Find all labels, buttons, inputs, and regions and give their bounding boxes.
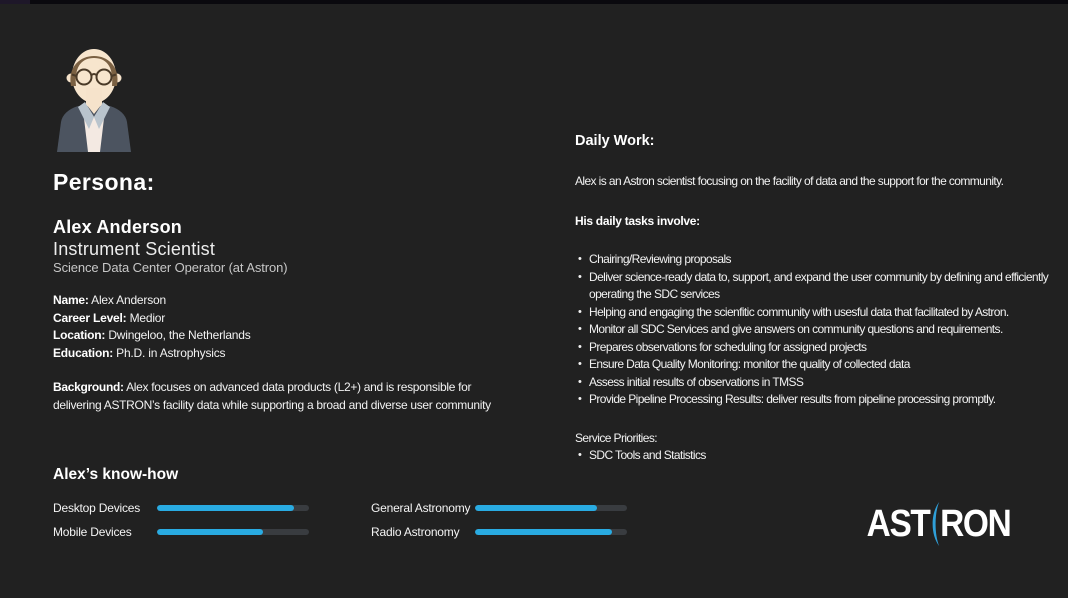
skill-bar-fill [157, 505, 294, 511]
daily-tasks-label: His daily tasks involve: [575, 213, 700, 228]
skill-row-mobile-devices [53, 524, 309, 539]
skill-label: Mobile Devices [53, 524, 132, 539]
skill-bar-track [157, 505, 309, 511]
service-priorities-label: Service Priorities: [575, 430, 657, 445]
daily-work-section [575, 133, 1059, 465]
astron-logo-text-left: AST [866, 502, 930, 545]
know-how-skills [53, 500, 637, 539]
know-how-heading: Alex’s know-how [53, 466, 179, 483]
persona-details [53, 292, 251, 362]
page-title: Persona: [53, 169, 155, 195]
astron-logo [866, 501, 1010, 547]
skill-bar-track [157, 529, 309, 535]
daily-task-item: • Monitor all SDC Services and give answers on community questions and requirements. [575, 321, 1059, 339]
skill-label: Radio Astronomy [371, 524, 460, 539]
astron-logo-arc-icon [928, 501, 940, 547]
daily-work-heading: Daily Work: [575, 133, 655, 149]
skill-bar-fill [157, 529, 263, 535]
daily-task-item: • Deliver science-ready data to, support, and expand the user community by defining and efficiently operating the SDC services [575, 269, 1059, 304]
skill-label: Desktop Devices [53, 500, 141, 515]
persona-name: Alex Anderson [53, 217, 182, 237]
daily-task-item: • Provide Pipeline Processing Results: deliver results from pipeline processing promptly. [575, 391, 1059, 409]
persona-detail-line: Education: Ph.D. in Astrophysics [53, 345, 226, 360]
persona-subrole: Science Data Center Operator (at Astron) [53, 260, 288, 275]
skill-row-desktop-devices [53, 500, 309, 515]
skill-bar-fill [475, 505, 597, 511]
persona-detail-line: Name: Alex Anderson [53, 293, 166, 307]
service-priority-item: • SDC Tools and Statistics [575, 447, 1059, 465]
daily-task-item: • Assess initial results of observations in TMSS [575, 374, 1059, 392]
persona-avatar [52, 40, 136, 152]
skill-label: General Astronomy [371, 500, 471, 515]
skill-row-radio-astronomy [371, 524, 637, 539]
skill-bar-fill [475, 529, 612, 535]
daily-task-item: • Ensure Data Quality Monitoring: monitor the quality of collected data [575, 356, 1059, 374]
persona-detail-line: Location: Dwingeloo, the Netherlands [53, 328, 251, 342]
daily-task-item: • Helping and engaging the scienfitic community with usesful data that facilitated by Astron. [575, 304, 1059, 322]
astron-logo-text-right: RON [939, 502, 1010, 545]
skill-bar-track [475, 505, 627, 511]
daily-work-intro: Alex is an Astron scientist focusing on the facility of data and the support for the community. [575, 174, 1004, 188]
window-top-strip [0, 0, 1068, 4]
daily-task-item: • Prepares observations for scheduling for assigned projects [575, 339, 1059, 357]
daily-task-item: • Chairing/Reviewing proposals [575, 251, 1059, 269]
skill-row-general-astronomy [371, 500, 637, 515]
person-avatar-illustration [52, 40, 136, 152]
daily-tasks-list [575, 251, 1059, 409]
persona-role: Instrument Scientist [53, 239, 216, 259]
service-priorities-list [575, 447, 1059, 465]
persona-detail-line: Career Level: Medior [53, 310, 166, 325]
background-label: Background: [53, 380, 124, 394]
skill-bar-track [475, 529, 627, 535]
persona-background [53, 378, 493, 414]
background-text: Alex focuses on advanced data products (L2+) and is responsible for delivering ASTRON’s facility data while supporting a broad and diverse user community [53, 380, 491, 412]
window-top-strip-accent [0, 0, 30, 4]
